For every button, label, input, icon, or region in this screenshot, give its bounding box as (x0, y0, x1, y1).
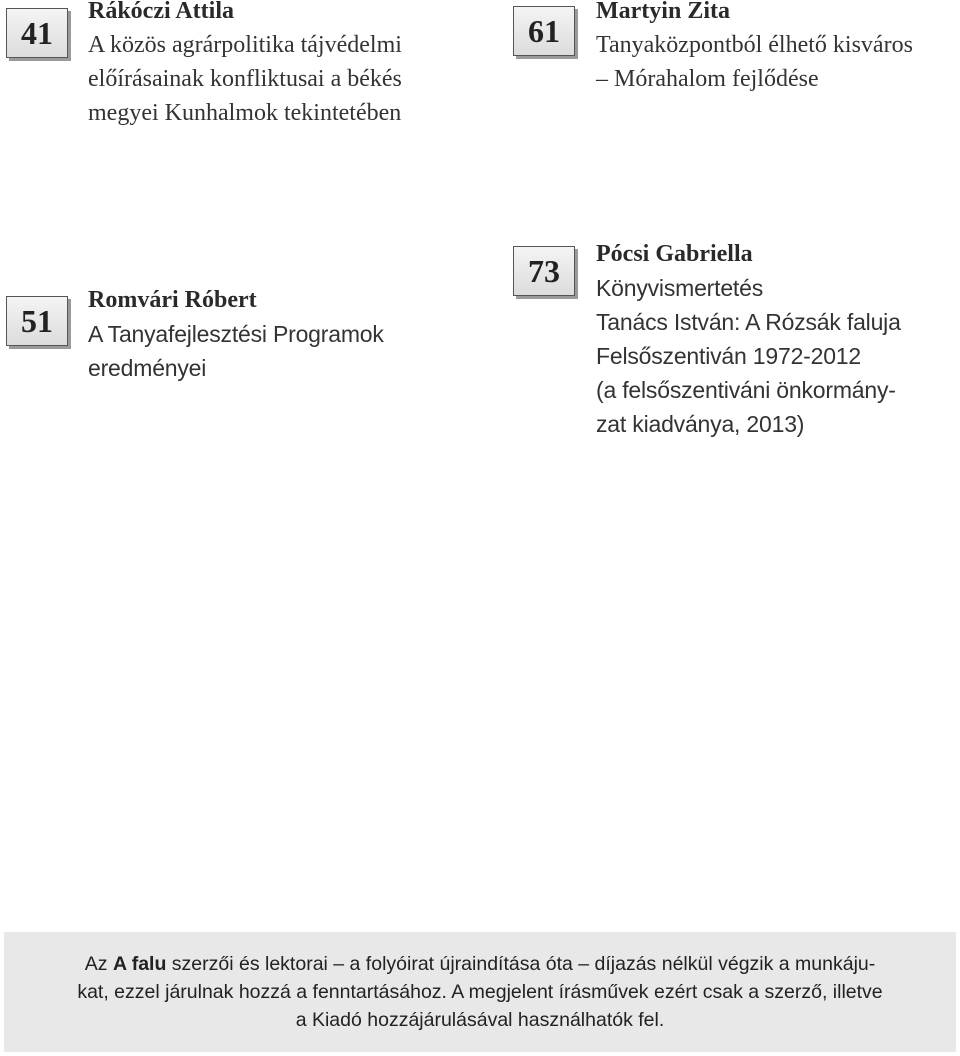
title-line: A Tanyafejlesztési Programok (88, 321, 384, 347)
title-line: – Mórahalom fejlődése (596, 66, 819, 92)
title-line: A közös agrárpolitika tájvédelmi (88, 32, 402, 58)
title-line: előírásainak konfliktusai a békés (88, 66, 402, 92)
title-line: megyei Kunhalmok tekintetében (88, 100, 402, 126)
footer-line-1 (26, 950, 934, 978)
title-line: (a felsőszentiváni önkormány- (596, 377, 896, 403)
footer-notice (4, 932, 956, 1052)
page-number-badge: 41 (6, 8, 68, 58)
page-number-badge: 73 (513, 246, 575, 296)
page-number-badge: 51 (6, 296, 68, 346)
footer-line-2: kat, ezzel járulnak hozzá a fenntartásához. A megjelent írásművek ezért csak a szerző, illetve (77, 981, 883, 1003)
entry-text (596, 237, 901, 441)
journal-name: A falu (112, 953, 167, 975)
author-name: Pócsi Gabriella (596, 241, 753, 267)
title-line: zat kiadványa, 2013) (596, 411, 805, 437)
author-name: Rákóczi Attila (88, 0, 234, 24)
footer-line-3: a Kiadó hozzájárulásával használhatók fel. (295, 1009, 665, 1031)
page-number-badge: 61 (513, 6, 575, 56)
entry-text (88, 283, 384, 385)
author-name: Romvári Róbert (88, 287, 257, 313)
title-line: Felsőszentiván 1972-2012 (596, 343, 861, 369)
author-name: Martyin Zita (596, 0, 730, 24)
entry-text (88, 0, 402, 130)
footer-text: szerzői és lektorai – a folyóirat újraindítása óta – díjazás nélkül végzik a munkáju- (166, 953, 876, 975)
title-line: Könyvismertetés (596, 275, 764, 301)
title-line: Tanyaközpontból élhető kisváros (596, 32, 913, 58)
entry-text (596, 0, 913, 96)
title-line: eredményei (88, 355, 207, 381)
title-line: Tanács István: A Rózsák faluja (596, 309, 901, 335)
footer-prefix: Az (84, 953, 113, 975)
